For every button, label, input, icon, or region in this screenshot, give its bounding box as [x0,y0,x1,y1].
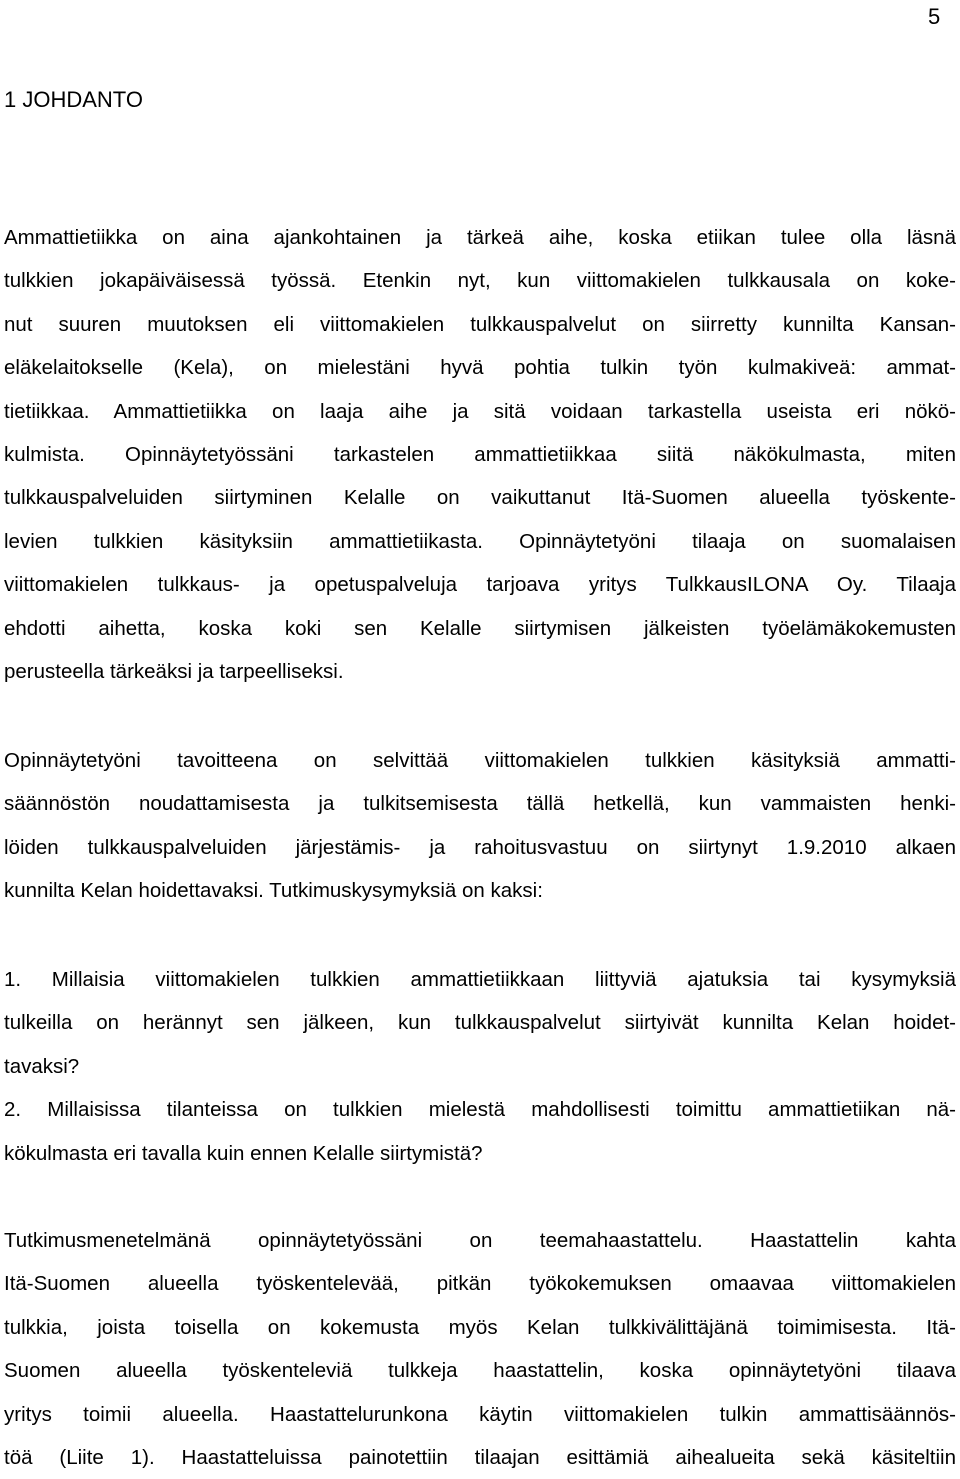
research-questions [4,958,956,1175]
text-line: kökulmasta eri tavalla kuin ennen Kelalle siirtymistä? [4,1141,483,1165]
paragraph-1 [4,216,956,693]
text-line: tulkkien jokapäiväisessä työssä. Etenkin nyt, kun viittomakielen tulkkausala on koke- [4,269,956,293]
text-line: Ammattietiikka on aina ajankohtainen ja tärkeä aihe, koska etiikan tulee olla läsnä [4,226,956,249]
text-line: nut suuren muutoksen eli viittomakielen tulkkauspalvelut on siirretty kunnilta Kansan- [4,312,956,336]
text-line: kunnilta Kelan hoidettavaksi. Tutkimuskysymyksiä on kaksi: [4,879,543,903]
text-line: kulmista. Opinnäytetyössäni tarkastelen ammattietiikkaa siitä näkökulmasta, miten [4,442,956,466]
text-line: tulkeilla on herännyt sen jälkeen, kun tulkkauspalvelut siirtyivät kunnilta Kelan hoidet- [4,1011,956,1035]
paragraph-2 [4,739,956,913]
page-number: 5 [928,4,941,29]
text-line: Opinnäytetyöni tavoitteena on selvittää viittomakielen tulkkien käsityksiä ammatti- [4,749,956,772]
text-line: tavaksi? [4,1054,80,1078]
text-line: Itä-Suomen alueella työskentelevää, pitkän työkokemuksen omaavaa viittomakielen [4,1272,956,1296]
text-line: tulkkauspalveluiden siirtyminen Kelalle on vaikuttanut Itä-Suomen alueella työskente- [4,486,956,510]
text-line: Tutkimusmenetelmänä opinnäytetyössäni on teemahaastattelu. Haastattelin kahta [4,1229,956,1252]
text-line: tulkkia, joista toisella on kokemusta myös Kelan tulkkivälittäjänä toimimisesta. Itä- [4,1315,956,1339]
text-line: 1. Millaisia viittomakielen tulkkien ammattietiikkaan liittyviä ajatuksia tai kysymyksiä [4,968,956,991]
text-line: 2. Millaisissa tilanteissa on tulkkien mielestä mahdollisesti toimittu ammattietiikan nä- [4,1098,956,1122]
text-line: viittomakielen tulkkaus- ja opetuspalveluja tarjoava yritys TulkkausILONA Oy. Tilaaja [4,573,956,597]
text-line: yritys toimii alueella. Haastattelurunkona käytin viittomakielen tulkin ammattisäännös- [4,1402,956,1426]
text-line: Suomen alueella työskenteleviä tulkkeja haastattelin, koska opinnäytetyöni tilaava [4,1359,956,1383]
text-line: tietiikkaa. Ammattietiikka on laaja aihe ja sitä voidaan tarkastella useista eri nökö- [4,399,956,423]
text-line: eläkelaitokselle (Kela), on mielestäni hyvä pohtia tulkin työn kulmakiveä: ammat- [4,356,956,380]
text-line: levien tulkkien käsityksiin ammattietiikasta. Opinnäytetyöni tilaaja on suomalaisen [4,529,956,553]
text-line: ehdotti aihetta, koska koki sen Kelalle siirtymisen jälkeisten työelämäkokemusten [4,616,956,640]
text-line: säännöstön noudattamisesta ja tulkitsemisesta tällä hetkellä, kun vammaisten henki- [4,792,956,816]
section-heading: 1 JOHDANTO [4,87,143,112]
text-line: töä (Liite 1). Haastatteluissa painotettiin tilaajan esittämiä aihealueita sekä käsiteltiin [4,1445,956,1469]
text-line: löiden tulkkauspalveluiden järjestämis- ja rahoitusvastuu on siirtynyt 1.9.2010 alkaen [4,835,956,859]
text-line: perusteella tärkeäksi ja tarpeelliseksi. [4,659,344,683]
paragraph-4 [4,1219,956,1479]
